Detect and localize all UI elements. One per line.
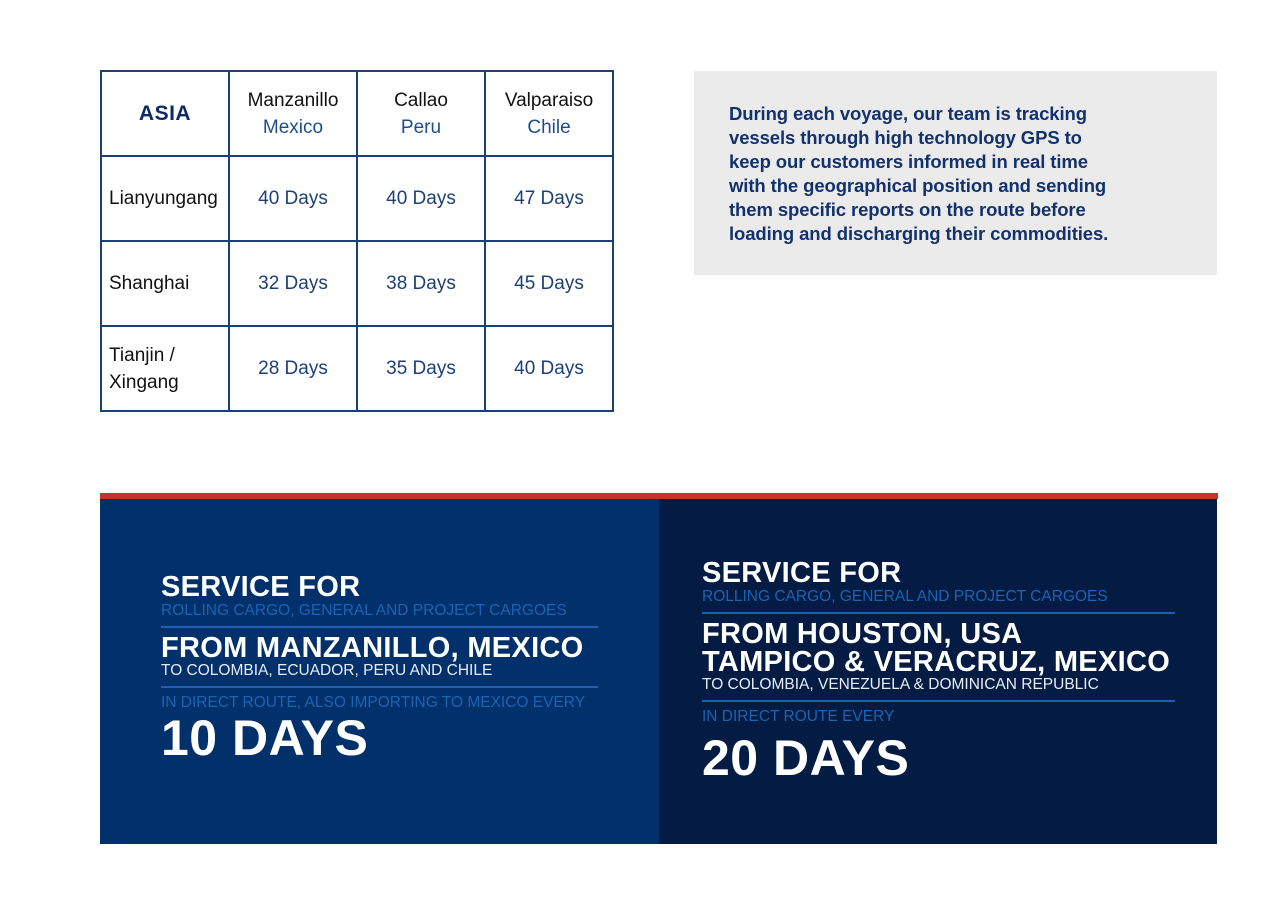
destination-header-manzanillo — [229, 71, 357, 156]
transit-days: 40 Days — [229, 156, 357, 241]
transit-days: 47 Days — [485, 156, 613, 241]
service-heading: SERVICE FOR — [702, 557, 902, 589]
destination-country: Chile — [527, 116, 571, 138]
origin-port-line: Tianjin / — [109, 344, 175, 366]
transit-time-table — [100, 70, 614, 412]
transit-days: 32 Days — [229, 241, 357, 326]
transit-days: 40 Days — [485, 326, 613, 411]
destination-country: Mexico — [262, 116, 324, 138]
info-line: vessels through high technology GPS to — [729, 127, 1082, 148]
service-destinations: TO COLOMBIA, ECUADOR, PERU AND CHILE — [161, 662, 493, 679]
transit-days: 35 Days — [357, 326, 485, 411]
service-origin: FROM HOUSTON, USA — [702, 618, 1023, 650]
info-line: them specific reports on the route before — [729, 199, 1086, 220]
destination-header-callao — [357, 71, 485, 156]
info-line: with the geographical position and sending — [729, 175, 1107, 196]
divider — [702, 612, 1175, 614]
service-content — [161, 572, 598, 764]
service-route-note: IN DIRECT ROUTE EVERY — [702, 708, 895, 725]
tracking-info-box — [694, 71, 1217, 275]
service-heading: SERVICE FOR — [161, 571, 361, 603]
origin-port: Lianyungang — [101, 156, 229, 241]
service-route-note: IN DIRECT ROUTE, ALSO IMPORTING TO MEXICO EVERY — [161, 694, 586, 711]
service-frequency: 20 DAYS — [702, 730, 910, 786]
info-line: keep our customers informed in real time — [729, 151, 1088, 172]
origin-port: Shanghai — [101, 241, 229, 326]
info-line: loading and discharging their commodities. — [729, 223, 1109, 244]
service-cargo-types: ROLLING CARGO, GENERAL AND PROJECT CARGOES — [702, 588, 1108, 605]
origin-port — [101, 326, 229, 411]
region-header: ASIA — [101, 71, 229, 156]
divider — [702, 700, 1175, 702]
table-row — [101, 241, 613, 326]
service-cargo-types: ROLLING CARGO, GENERAL AND PROJECT CARGOES — [161, 602, 567, 619]
service-origin: TAMPICO & VERACRUZ, MEXICO — [702, 646, 1171, 678]
info-line: During each voyage, our team is tracking — [729, 103, 1087, 124]
transit-days: 28 Days — [229, 326, 357, 411]
service-frequency: 10 DAYS — [161, 710, 369, 766]
divider — [161, 686, 598, 688]
destination-header-valparaiso — [485, 71, 613, 156]
destination-country: Peru — [400, 116, 442, 138]
transit-days: 38 Days — [357, 241, 485, 326]
transit-days: 40 Days — [357, 156, 485, 241]
destination-port: Manzanillo — [247, 89, 339, 111]
destination-port: Callao — [394, 89, 448, 111]
service-panel-manzanillo — [100, 499, 659, 844]
tracking-info-text — [729, 102, 1149, 246]
service-content — [702, 558, 1175, 784]
table-header-row — [101, 71, 613, 156]
service-panel-houston — [659, 499, 1217, 844]
destination-port: Valparaiso — [504, 89, 594, 111]
service-destinations: TO COLOMBIA, VENEZUELA & DOMINICAN REPUBLIC — [702, 676, 1099, 693]
service-origin: FROM MANZANILLO, MEXICO — [161, 632, 584, 664]
divider — [161, 626, 598, 628]
table-row — [101, 326, 613, 411]
origin-port-line: Xingang — [109, 371, 179, 393]
table-row — [101, 156, 613, 241]
transit-days: 45 Days — [485, 241, 613, 326]
